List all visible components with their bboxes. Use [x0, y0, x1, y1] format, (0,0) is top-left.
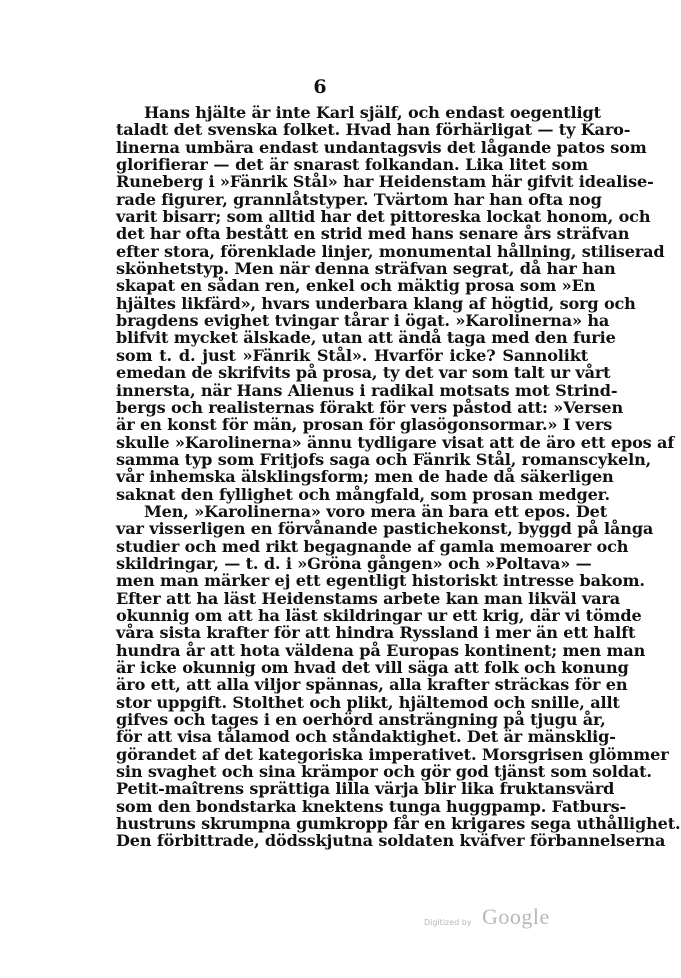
text-line: sin svaghet och sina krämpor och gör god tjänst som soldat. — [116, 762, 652, 782]
page-number: 6 — [313, 76, 327, 98]
text-line: Runeberg i »Fänrik Stål» har Heidenstam här gifvit idealise- — [116, 172, 654, 192]
text-line: är icke okunnig om hvad det vill säga att folk och konung — [116, 658, 629, 677]
text-line: skildringar, — t. d. i »Gröna gången» och »Poltava» — — [116, 553, 592, 573]
text-line: Efter att ha läst Heidenstams arbete kan man likväl vara — [116, 588, 621, 608]
text-line: våra sista krafter för att hindra Ryssland i mer än ett halft — [116, 623, 636, 643]
text-line: samma typ som Fritjofs saga och Fänrik Stål, romanscykeln, — [116, 449, 652, 469]
digitized-by-google-watermark — [424, 904, 574, 934]
text-line: glorifierar — det är snarast folkandan. Lika litet som — [116, 155, 588, 175]
text-line: efter stora, förenklade linjer, monumental hållning, stiliserad — [116, 241, 665, 261]
text-line: hundra år att hota väldena på Europas kontinent; men man — [116, 640, 646, 660]
text-line: innersta, när Hans Alienus i radikal motsats mot Strind- — [116, 380, 618, 400]
text-line: Den förbittrade, dödsskjutna soldaten kväfver förbannelserna — [116, 831, 666, 851]
text-line: taladt det svenska folket. Hvad han förhärligat — ty Karo- — [116, 120, 631, 140]
text-line: vår inhemska älsklingsform; men de hade då säkerligen — [116, 467, 614, 487]
text-line: hustruns skrumpna gumkropp får en krigares sega uthållighet. — [116, 814, 681, 834]
text-line: Men, »Karolinerna» voro mera än bara ett epos. Det — [144, 501, 608, 521]
text-line: som den bondstarka knektens tunga huggpamp. Fatburs- — [116, 796, 627, 816]
body-text — [116, 103, 681, 851]
text-line: för att visa tålamod och ståndaktighet. Det är mänsklig- — [116, 727, 616, 747]
text-line: studier och med rikt begagnande af gamla memoarer och — [116, 536, 629, 556]
text-line: det har ofta bestått en strid med hans senare års sträfvan — [116, 224, 630, 244]
text-line: var visserligen en förvånande pastichekonst, byggd på långa — [116, 519, 654, 539]
text-line: hjältes likfärd», hvars underbara klang af högtid, sorg och — [116, 293, 636, 313]
text-line: äro ett, att alla viljor spännas, alla krafter sträckas för en — [116, 675, 628, 695]
text-line: som t. d. just »Fänrik Stål». Hvarför icke? Sannolikt — [116, 345, 588, 365]
google-logo: Google — [482, 904, 550, 929]
text-line: linerna umbära endast undantagsvis det lågande patos som — [116, 137, 647, 157]
text-line: görandet af det kategoriska imperativet. Morsgrisen glömmer — [116, 744, 669, 764]
text-line: saknat den fyllighet och mångfald, som prosan medger. — [116, 484, 610, 504]
text-line: stor uppgift. Stolthet och plikt, hjältemod och snille, allt — [116, 692, 620, 712]
text-line: okunnig om att ha läst skildringar ur ett krig, där vi tömde — [116, 605, 642, 625]
text-line: Hans hjälte är inte Karl själf, och endast oegentligt — [144, 103, 601, 122]
text-line: skönhetstyp. Men när denna sträfvan segrat, då har han — [116, 259, 616, 279]
text-line: Petit-maîtrens sprättiga lilla värja blir lika fruktansvärd — [116, 779, 615, 799]
text-line: skulle »Karolinerna» ännu tydligare visat att de äro ett epos af — [116, 432, 675, 452]
text-line: bergs och realisternas förakt för vers påstod att: »Versen — [116, 397, 624, 417]
text-line: gifves och tages i en oerhörd ansträngning på tjugu år, — [116, 710, 606, 730]
text-line: varit bisarr; som alltid har det pittoreska lockat honom, och — [116, 207, 651, 227]
watermark-caption: Digitized by — [424, 918, 472, 927]
text-line: men man märker ej ett egentligt historiskt intresse bakom. — [116, 571, 645, 591]
text-line: bragdens evighet tvingar tårar i ögat. »Karolinerna» ha — [116, 311, 610, 331]
text-line: är en konst för män, prosan för glasögonsormar.» I vers — [116, 415, 613, 435]
text-line: blifvit mycket älskade, utan att ändå taga med den furie — [116, 328, 616, 348]
text-line: skapat en sådan ren, enkel och mäktig prosa som »En — [116, 276, 596, 296]
text-line: rade figurer, grannlåtstyper. Tvärtom har han ofta nog — [116, 189, 602, 209]
text-line: emedan de skrifvits på prosa, ty det var som talt ur vårt — [116, 363, 611, 383]
